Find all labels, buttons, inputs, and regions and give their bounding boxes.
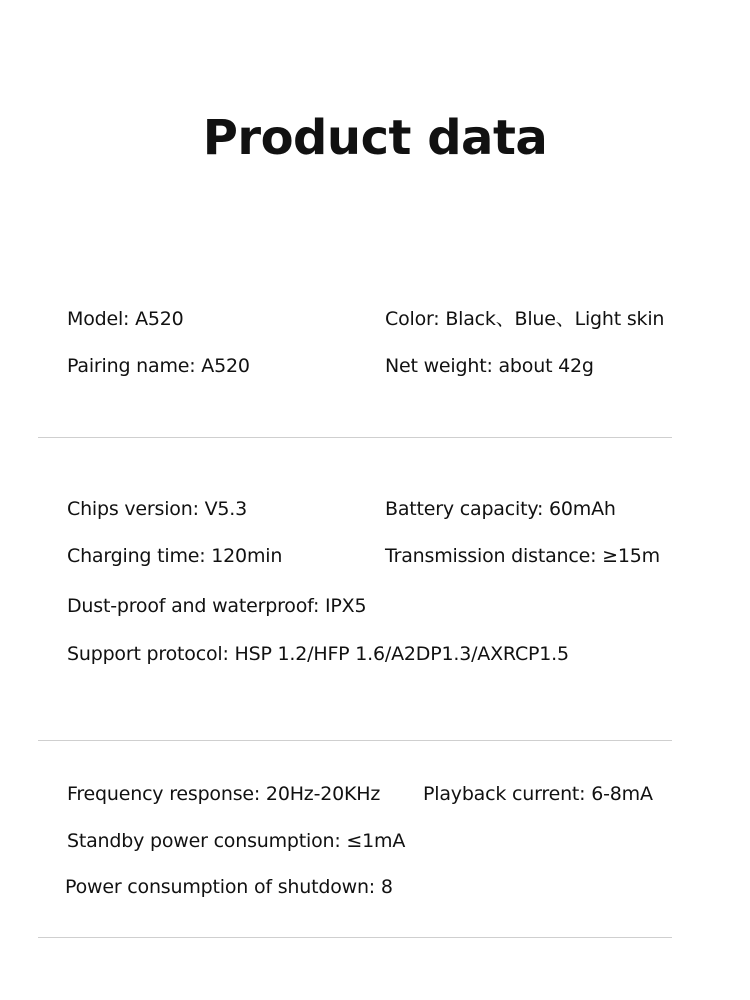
spec-shutdown-power: Power consumption of shutdown: 8 [65, 876, 393, 898]
spec-battery-capacity: Battery capacity: 60mAh [385, 498, 616, 520]
spec-chips-version: Chips version: V5.3 [67, 498, 248, 520]
section-divider-2 [38, 740, 672, 741]
spec-net-weight: Net weight: about 42g [385, 355, 594, 377]
section-divider-3 [38, 937, 672, 938]
spec-playback-current: Playback current: 6-8mA [423, 783, 653, 805]
spec-color: Color: Black、Blue、Light skin [385, 308, 665, 330]
spec-support-protocol: Support protocol: HSP 1.2/HFP 1.6/A2DP1.3/AXRCP1.5 [67, 643, 569, 665]
section-divider-1 [38, 437, 672, 438]
spec-standby-power: Standby power consumption: ≤1mA [67, 830, 406, 852]
page-title: Product data [202, 110, 548, 166]
spec-pairing-name: Pairing name: A520 [67, 355, 250, 377]
spec-model: Model: A520 [67, 308, 184, 330]
spec-waterproof: Dust-proof and waterproof: IPX5 [67, 595, 367, 617]
spec-frequency-response: Frequency response: 20Hz-20KHz [67, 783, 381, 805]
spec-charging-time: Charging time: 120min [67, 545, 283, 567]
spec-transmission-distance: Transmission distance: ≥15m [385, 545, 660, 567]
